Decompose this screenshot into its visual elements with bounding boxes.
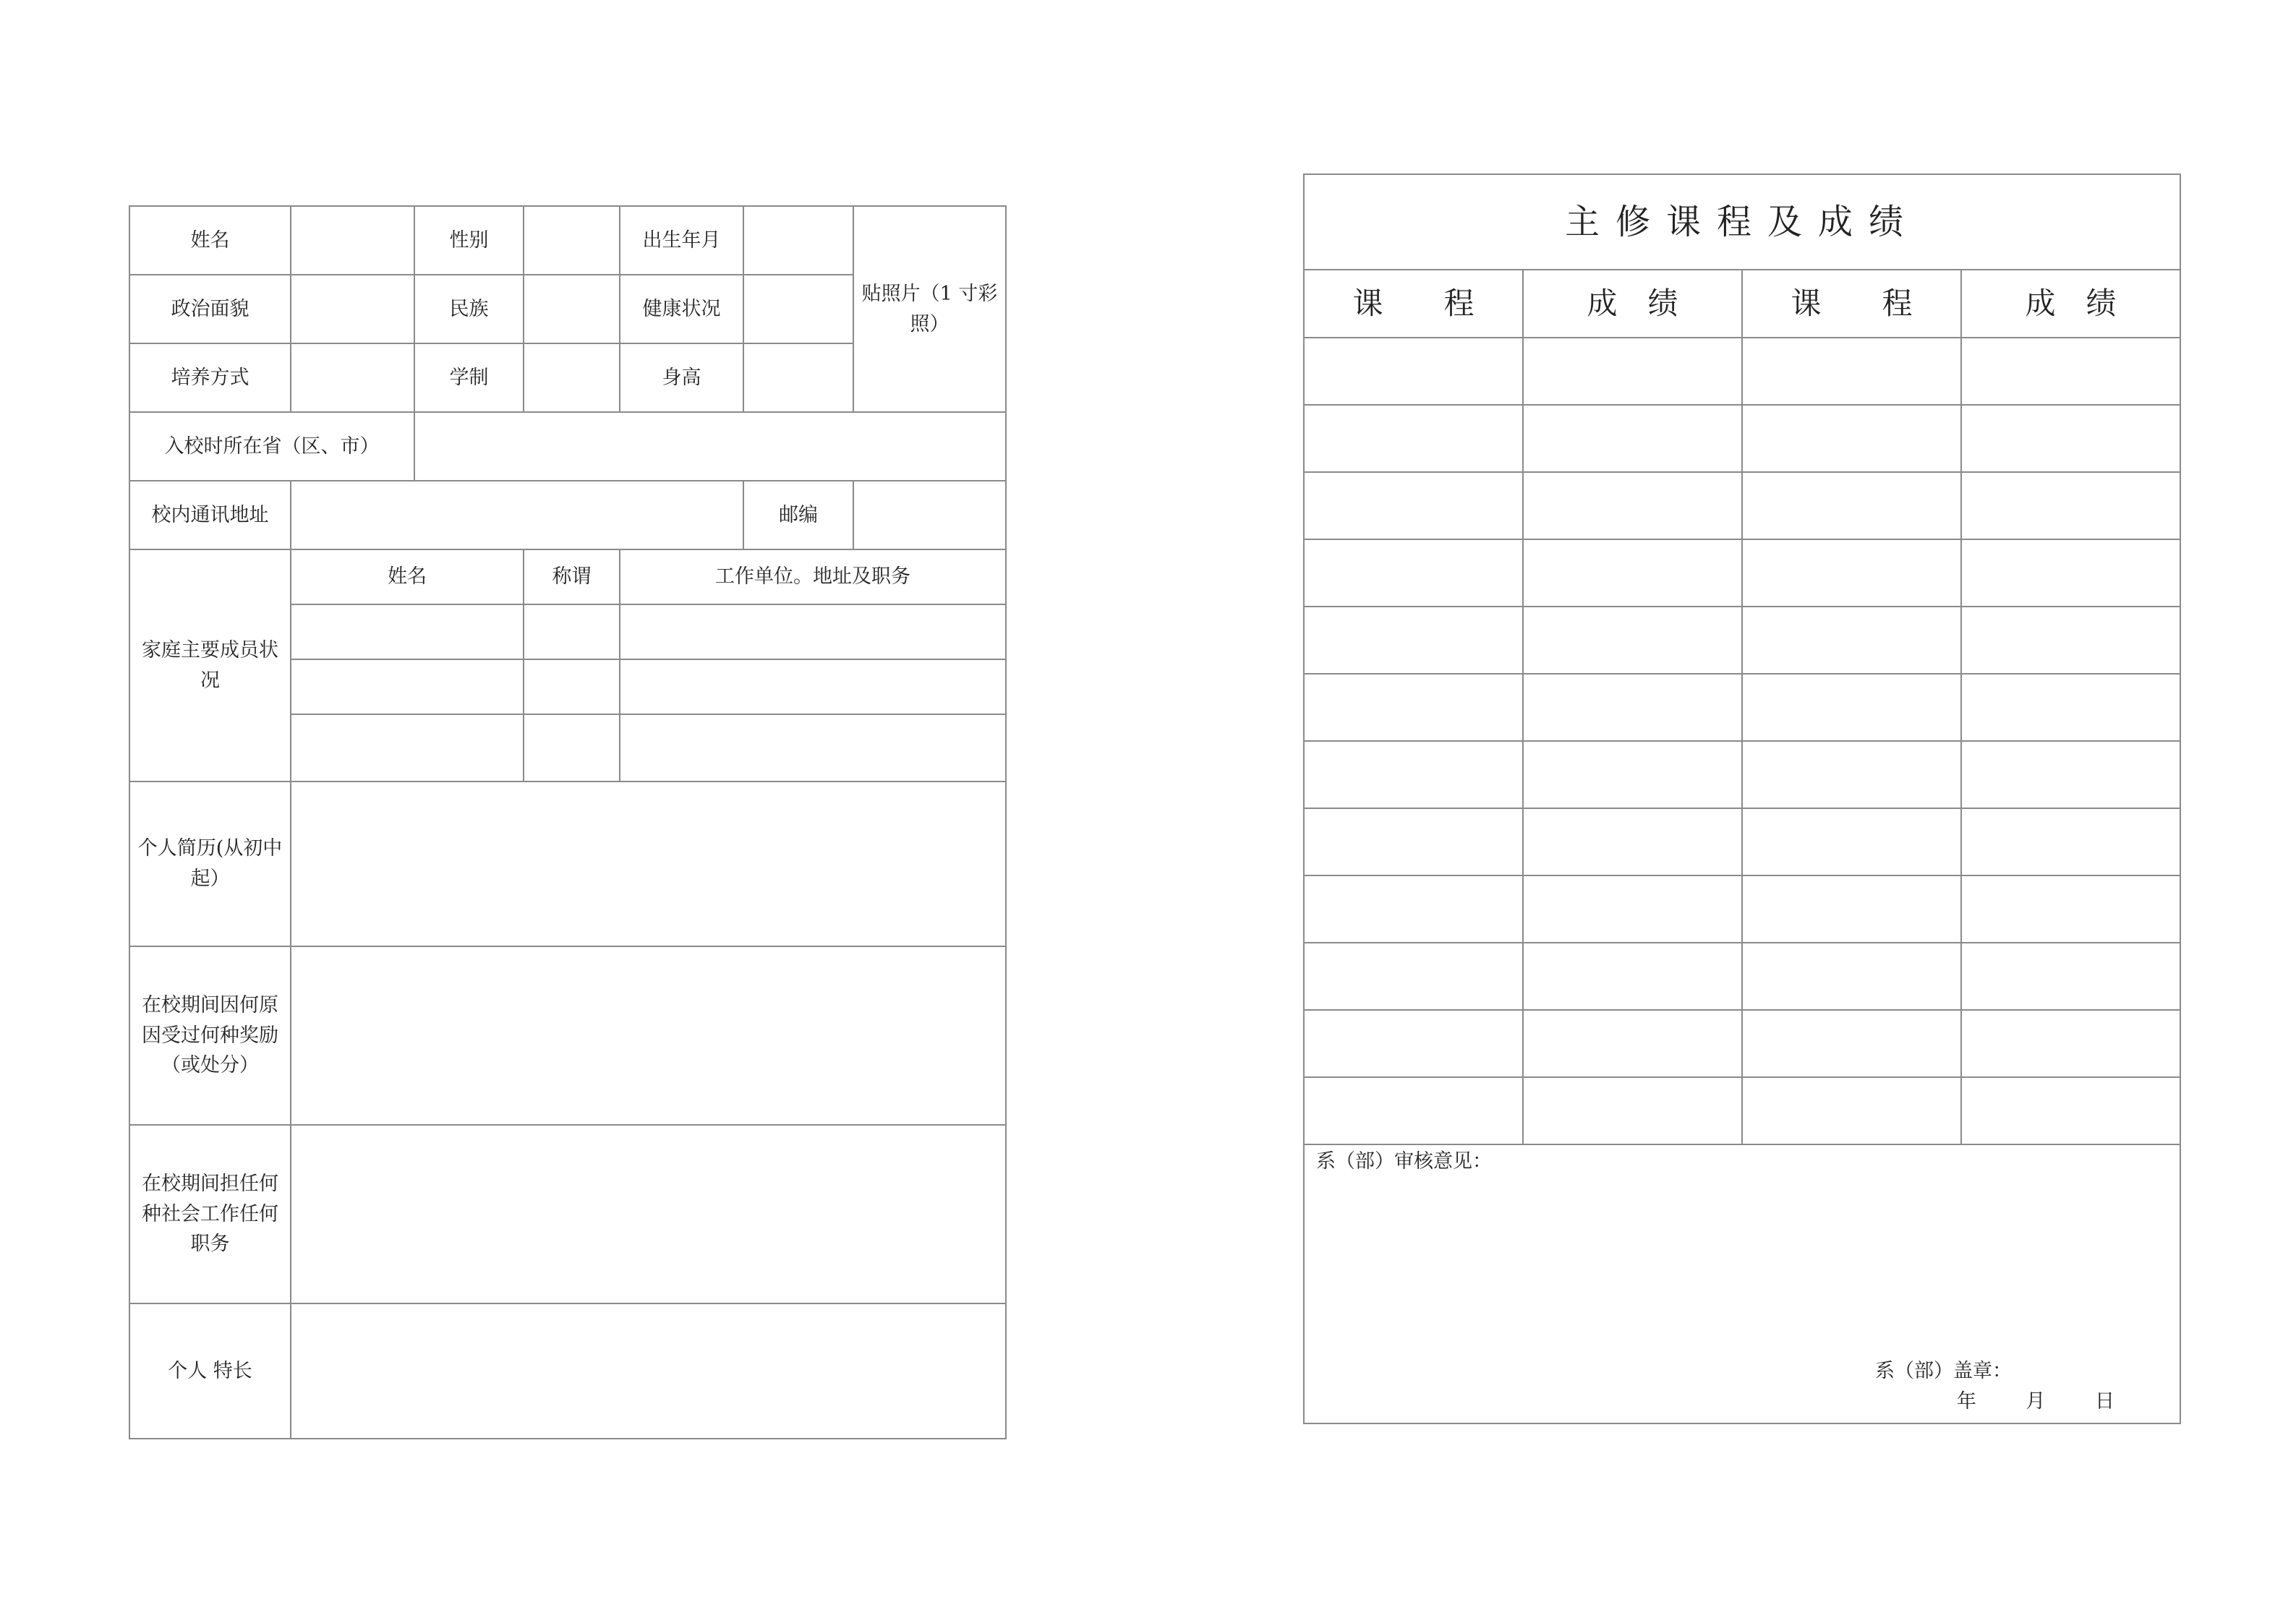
grade-field[interactable] bbox=[1961, 1077, 2180, 1144]
family-name-field[interactable] bbox=[291, 659, 524, 714]
course-grades-form bbox=[1303, 174, 2181, 1424]
name-field[interactable] bbox=[291, 206, 414, 275]
family-name-header: 姓名 bbox=[291, 549, 524, 604]
course-field[interactable] bbox=[1742, 943, 1961, 1010]
course-field[interactable] bbox=[1742, 741, 1961, 808]
opinion-label: 系（部）审核意见： bbox=[1316, 1150, 1492, 1173]
grade-field[interactable] bbox=[1961, 674, 2180, 741]
grade-field[interactable] bbox=[1523, 943, 1742, 1010]
family-work-field[interactable] bbox=[620, 659, 1006, 714]
grade-field[interactable] bbox=[1961, 1010, 2180, 1077]
resume-label: 个人简历(从初中起） bbox=[129, 781, 291, 946]
course-header: 课 程 bbox=[1742, 270, 1961, 338]
awards-field[interactable] bbox=[291, 946, 1006, 1125]
postcode-field[interactable] bbox=[853, 481, 1006, 549]
address-label: 校内通讯地址 bbox=[129, 481, 291, 549]
course-field[interactable] bbox=[1742, 808, 1961, 875]
grade-field[interactable] bbox=[1523, 607, 1742, 674]
grade-header: 成 绩 bbox=[1523, 270, 1742, 338]
family-work-field[interactable] bbox=[620, 714, 1006, 781]
course-field[interactable] bbox=[1742, 472, 1961, 539]
course-field[interactable] bbox=[1742, 338, 1961, 405]
grade-field[interactable] bbox=[1523, 875, 1742, 943]
course-field[interactable] bbox=[1304, 405, 1523, 472]
specialty-field[interactable] bbox=[291, 1303, 1006, 1439]
course-field[interactable] bbox=[1304, 607, 1523, 674]
training-label: 培养方式 bbox=[129, 343, 291, 412]
grades-title: 主修课程及成绩 bbox=[1304, 174, 2180, 270]
course-field[interactable] bbox=[1742, 674, 1961, 741]
grade-field[interactable] bbox=[1961, 875, 2180, 943]
grade-field[interactable] bbox=[1961, 539, 2180, 607]
family-name-field[interactable] bbox=[291, 714, 524, 781]
name-label: 姓名 bbox=[129, 206, 291, 275]
course-field[interactable] bbox=[1304, 472, 1523, 539]
course-field[interactable] bbox=[1304, 1077, 1523, 1144]
politics-label: 政治面貌 bbox=[129, 275, 291, 343]
course-field[interactable] bbox=[1742, 875, 1961, 943]
course-field[interactable] bbox=[1304, 875, 1523, 943]
family-relation-field[interactable] bbox=[524, 714, 620, 781]
grade-field[interactable] bbox=[1523, 338, 1742, 405]
gender-label: 性别 bbox=[414, 206, 524, 275]
social-work-label: 在校期间担任何种社会工作任何职务 bbox=[129, 1125, 291, 1303]
course-field[interactable] bbox=[1742, 539, 1961, 607]
health-field[interactable] bbox=[743, 275, 853, 343]
specialty-label: 个人 特长 bbox=[129, 1303, 291, 1439]
grade-field[interactable] bbox=[1523, 741, 1742, 808]
province-field[interactable] bbox=[414, 412, 1006, 481]
seal-label: 系（部）盖章： bbox=[1875, 1360, 2013, 1382]
health-label: 健康状况 bbox=[620, 275, 743, 343]
grade-field[interactable] bbox=[1523, 539, 1742, 607]
province-label: 入校时所在省（区、市） bbox=[129, 412, 414, 481]
grade-field[interactable] bbox=[1961, 741, 2180, 808]
grade-field[interactable] bbox=[1961, 607, 2180, 674]
birth-field[interactable] bbox=[743, 206, 853, 275]
day-label: 日 bbox=[2095, 1390, 2115, 1413]
photo-label: 贴照片（1 寸彩照） bbox=[861, 283, 998, 335]
month-label: 月 bbox=[2026, 1390, 2046, 1413]
family-relation-header: 称谓 bbox=[524, 549, 620, 604]
course-field[interactable] bbox=[1304, 741, 1523, 808]
course-field[interactable] bbox=[1304, 674, 1523, 741]
grade-field[interactable] bbox=[1523, 1010, 1742, 1077]
height-label: 身高 bbox=[620, 343, 743, 412]
grade-field[interactable] bbox=[1961, 808, 2180, 875]
year-label: 年 bbox=[1956, 1390, 1976, 1413]
schooling-label: 学制 bbox=[414, 343, 524, 412]
course-field[interactable] bbox=[1304, 338, 1523, 405]
grade-field[interactable] bbox=[1961, 472, 2180, 539]
schooling-field[interactable] bbox=[524, 343, 620, 412]
course-field[interactable] bbox=[1304, 943, 1523, 1010]
social-work-field[interactable] bbox=[291, 1125, 1006, 1303]
gender-field[interactable] bbox=[524, 206, 620, 275]
birth-label: 出生年月 bbox=[620, 206, 743, 275]
grade-field[interactable] bbox=[1523, 808, 1742, 875]
student-info-form bbox=[129, 205, 1007, 1439]
family-label: 家庭主要成员状况 bbox=[129, 549, 291, 781]
ethnicity-label: 民族 bbox=[414, 275, 524, 343]
course-field[interactable] bbox=[1742, 607, 1961, 674]
family-relation-field[interactable] bbox=[524, 604, 620, 659]
department-opinion-cell[interactable] bbox=[1304, 1144, 2180, 1423]
grade-field[interactable] bbox=[1523, 472, 1742, 539]
course-field[interactable] bbox=[1304, 808, 1523, 875]
family-work-field[interactable] bbox=[620, 604, 1006, 659]
awards-label: 在校期间因何原因受过何种奖励（或处分） bbox=[129, 946, 291, 1125]
family-work-header: 工作单位。地址及职务 bbox=[620, 549, 1006, 604]
grade-field[interactable] bbox=[1523, 1077, 1742, 1144]
course-field[interactable] bbox=[1304, 539, 1523, 607]
politics-field[interactable] bbox=[291, 275, 414, 343]
family-name-field[interactable] bbox=[291, 604, 524, 659]
course-header: 课 程 bbox=[1304, 270, 1523, 338]
date-line bbox=[1957, 1387, 2114, 1417]
course-field[interactable] bbox=[1742, 405, 1961, 472]
grade-field[interactable] bbox=[1961, 338, 2180, 405]
grade-field[interactable] bbox=[1523, 674, 1742, 741]
resume-field[interactable] bbox=[291, 781, 1006, 946]
ethnicity-field[interactable] bbox=[524, 275, 620, 343]
grade-header: 成 绩 bbox=[1961, 270, 2180, 338]
grade-field[interactable] bbox=[1523, 405, 1742, 472]
training-field[interactable] bbox=[291, 343, 414, 412]
course-field[interactable] bbox=[1742, 1077, 1961, 1144]
postcode-label: 邮编 bbox=[743, 481, 853, 549]
course-field[interactable] bbox=[1304, 1010, 1523, 1077]
photo-cell[interactable] bbox=[853, 206, 1006, 412]
family-relation-field[interactable] bbox=[524, 659, 620, 714]
address-field[interactable] bbox=[291, 481, 743, 549]
height-field[interactable] bbox=[743, 343, 853, 412]
grade-field[interactable] bbox=[1961, 405, 2180, 472]
grade-field[interactable] bbox=[1961, 943, 2180, 1010]
course-field[interactable] bbox=[1742, 1010, 1961, 1077]
